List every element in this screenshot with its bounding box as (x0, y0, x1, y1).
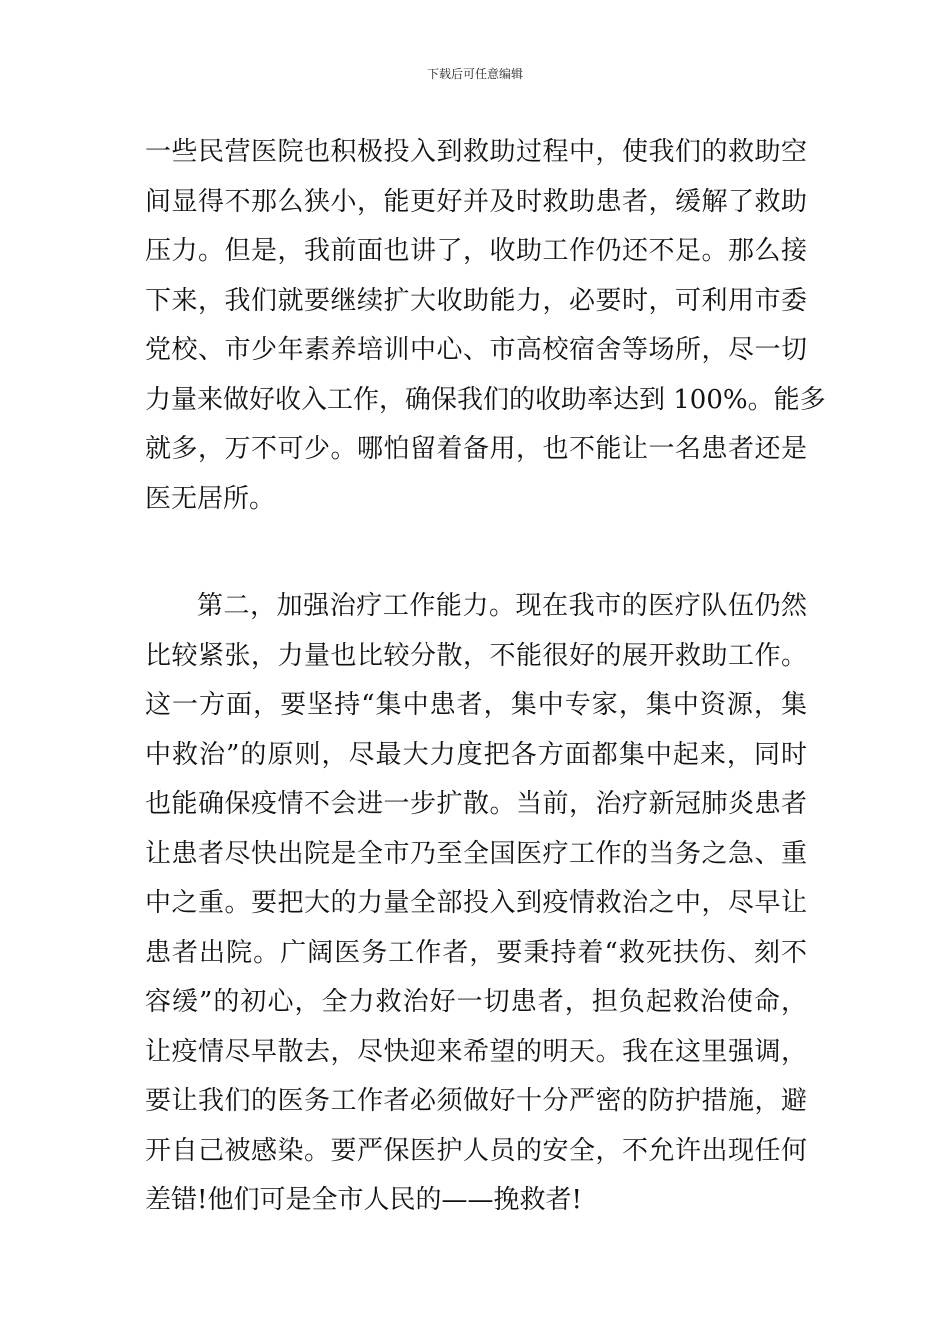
text-line: 党校、市少年素养培训中心、市高校宿舍等场所，尽一切 (145, 335, 807, 365)
text-line: 比较紧张，力量也比较分散，不能很好的展开救助工作。 (145, 640, 807, 671)
text-line: 要让我们的医务工作者必须做好十分严密的防护措施，避 (145, 1086, 807, 1116)
text-line: 中救治”的原则，尽最大力度把各方面都集中起来，同时 (145, 739, 807, 770)
text-line: 让患者尽快出院是全市乃至全国医疗工作的当务之急、重 (145, 838, 807, 869)
text-line: 压力。但是，我前面也讲了，收助工作仍还不足。那么接 (145, 236, 807, 266)
text-line: 容缓”的初心，全力救治好一切患者，担负起救治使命， (145, 987, 807, 1017)
text-line: 力量来做好收入工作，确保我们的收助率达到 100%。能多 (145, 384, 826, 415)
text-line: 就多，万不可少。哪怕留着备用，也不能让一名患者还是 (145, 434, 807, 464)
text-line: 开自己被感染。要严保医护人员的安全，不允许出现任何 (145, 1135, 807, 1166)
paragraph-1 (145, 128, 826, 524)
text-line: 让疫情尽早散去，尽快迎来希望的明天。我在这里强调， (145, 1036, 807, 1067)
paragraph-2 (145, 582, 807, 1226)
text-line-last: 差错!他们可是全市人民的——挽救者! (145, 1185, 582, 1215)
page-header: 下载后可任意编辑 (426, 67, 523, 81)
text-line-last: 医无居所。 (145, 483, 276, 514)
paragraph-spacer (145, 524, 807, 582)
text-line: 中之重。要把大的力量全部投入到疫情救治之中，尽早让 (145, 888, 807, 918)
text-line: 下来，我们就要继续扩大收助能力，必要时，可利用市委 (145, 285, 807, 316)
text-line: 患者出院。广阔医务工作者，要秉持着“救死扶伤、刻不 (145, 937, 807, 968)
text-line-first-indented: 第二，加强治疗工作能力。现在我市的医疗队伍仍然 (197, 591, 807, 621)
text-line: 这一方面，要坚持“集中患者，集中专家，集中资源，集 (145, 690, 807, 720)
text-line: 也能确保疫情不会进一步扩散。当前，治疗新冠肺炎患者 (145, 789, 807, 819)
text-line: 间显得不那么狭小，能更好并及时救助患者，缓解了救助 (145, 186, 807, 217)
text-line: 一些民营医院也积极投入到救助过程中，使我们的救助空 (145, 137, 807, 167)
document-body (145, 128, 826, 1226)
